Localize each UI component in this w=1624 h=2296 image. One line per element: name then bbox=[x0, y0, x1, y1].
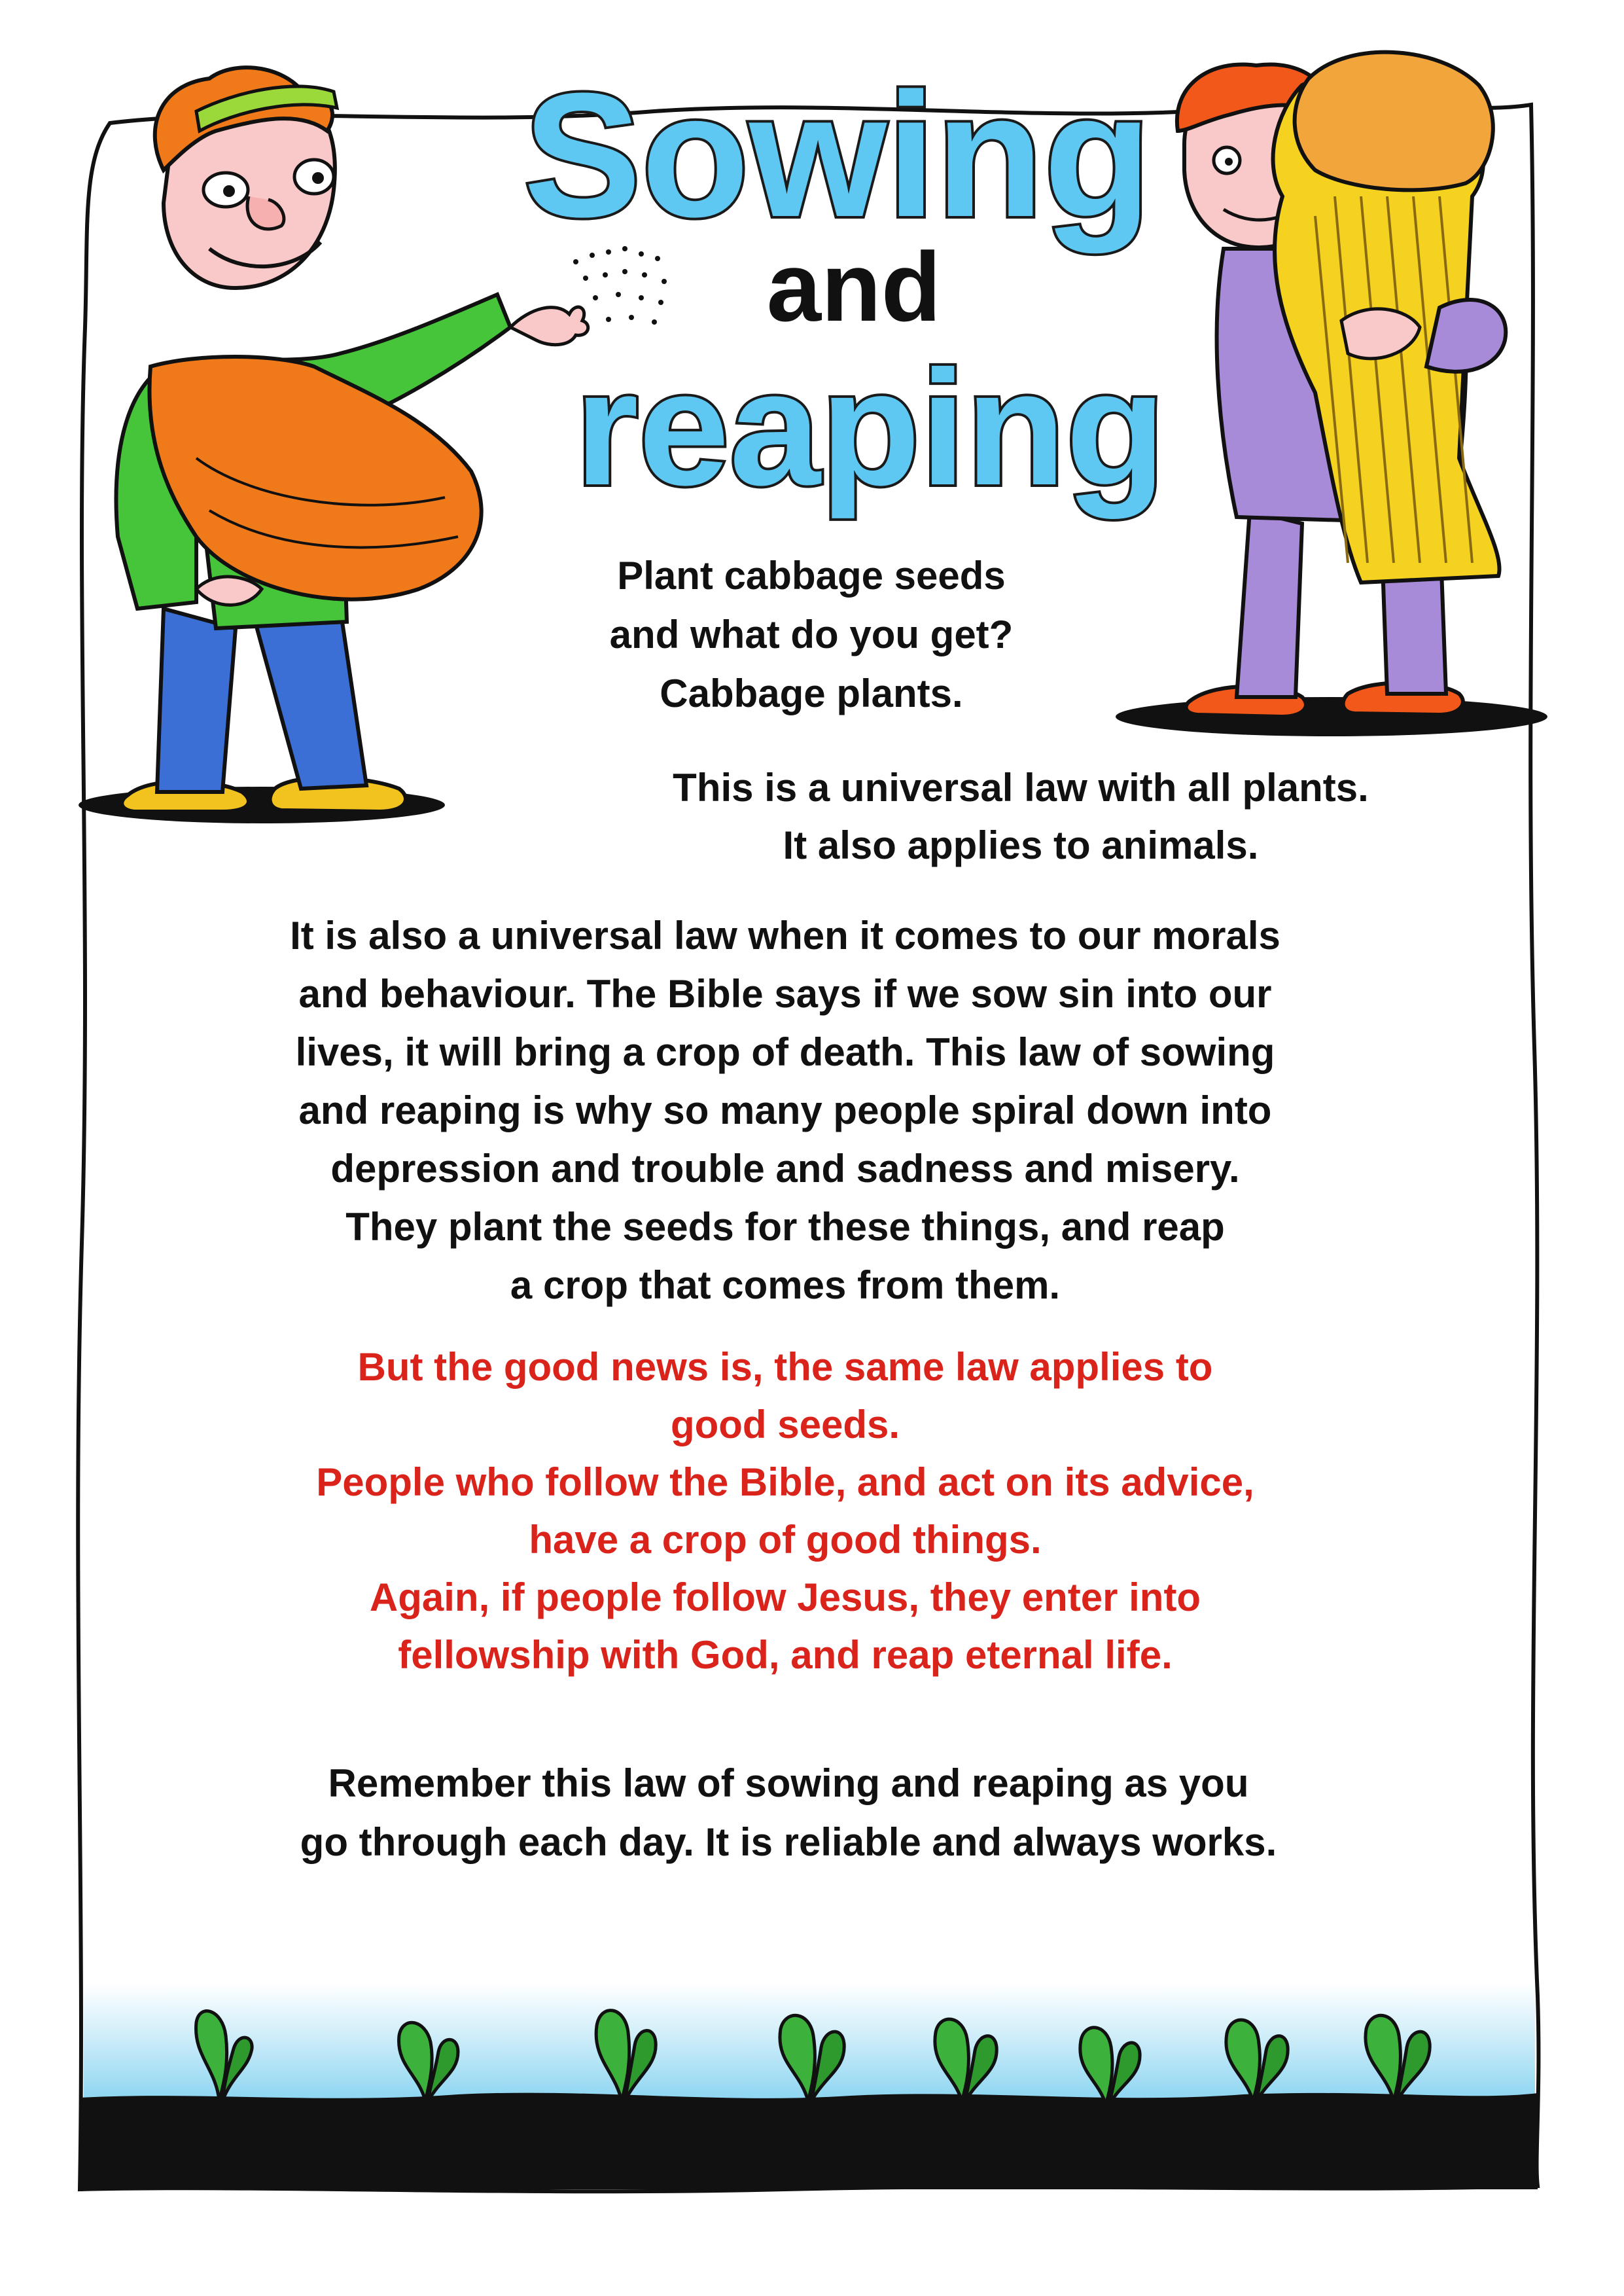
good-news-paragraph: But the good news is, the same law applies to good seeds. People who follow the Bible, and act on its advice, have a crop of good things. Again, if people follow Jesus, they enter into fellowship with God, and reap eternal life. bbox=[316, 1345, 1254, 1677]
title-and: and bbox=[766, 232, 942, 342]
remember-paragraph: Remember this law of sowing and reaping as you go through each day. It is reliable and always works. bbox=[300, 1761, 1277, 1864]
morals-paragraph: It is also a universal law when it comes to our morals and behaviour. The Bible says if we sow sin into our lives, it will bring a crop of death. This law of sowing and reaping is why so many people spiral down into depression and trouble and sadness and misery. They plant the seeds for these things, and reap a crop that comes from them. bbox=[290, 914, 1280, 1307]
title-reaping: reaping bbox=[574, 336, 1166, 519]
title-sowing: Sowing bbox=[523, 57, 1152, 254]
intro-paragraph: Plant cabbage seeds and what do you get? Cabbage plants. bbox=[609, 554, 1014, 715]
universal-paragraph: This is a universal law with all plants. It also applies to animals. bbox=[673, 766, 1369, 867]
